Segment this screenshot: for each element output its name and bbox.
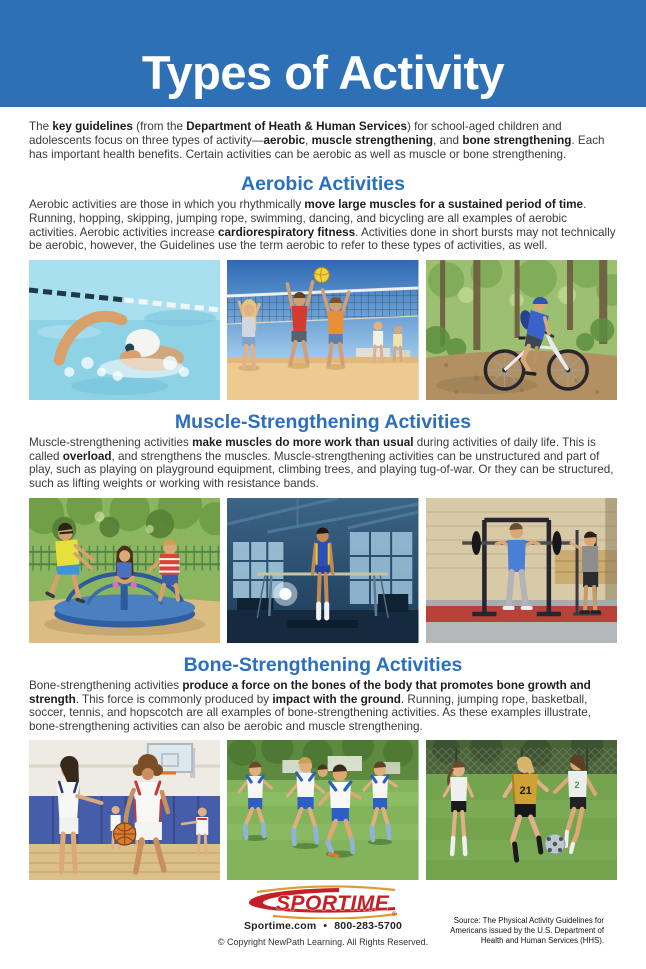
logo-wordmark: SPORTIME	[276, 892, 390, 916]
source-line-1: Source: The Physical Activity Guidelines for	[453, 916, 604, 926]
sportime-logo	[242, 885, 404, 919]
source-note	[450, 916, 604, 945]
jersey-number-2: 2	[574, 780, 580, 791]
poster-footer	[29, 880, 617, 966]
bullet-separator: •	[323, 920, 328, 933]
section-heading-aerobic: Aerobic Activities	[241, 173, 405, 195]
page-title: Types of Activity	[141, 46, 505, 99]
photo-girls-soccer	[426, 740, 617, 880]
photo-weight-lifting	[426, 498, 617, 643]
section-paragraph-muscle: Muscle-strengthening activities make muscles do more work than usual during activities of daily life. This is called overload, and strengthens the muscles. Muscle-strengthening activities can be unstructured and part of play, such as playing on playground equipment, climbing trees, and playing tug-of-war. Or they can be structured, such as lifting weights or working with resistance bands.	[29, 436, 614, 490]
section-heading-muscle: Muscle-Strengthening Activities	[174, 410, 472, 433]
section-paragraph-bone: Bone-strengthening activities produce a force on the bones of the body that promotes bone growth and strength. This force is commonly produced by impact with the ground. Running, jumping rope, basketball, soccer, tennis, and hopscotch are all examples of bone-strengthening activities. As these examples illustrate, bone-strengthening activities can also be aerobic and muscle strengthening.	[29, 678, 591, 733]
photo-row-bone	[29, 740, 617, 880]
source-line-2: Americans issued by the U.S. Department of	[450, 926, 604, 936]
jersey-number-21: 21	[519, 785, 532, 798]
photo-gymnastics-bar	[227, 498, 418, 643]
section-heading-bone: Bone-Strengthening Activities	[183, 653, 463, 676]
photo-row-muscle	[29, 498, 617, 643]
poster-body	[0, 120, 646, 966]
section-paragraph-aerobic: Aerobic activities are those in which you rhythmically move large muscles for a sustained period of time. Running, hopping, skipping, jumping rope, swimming, dancing, and bicycling are all examples of aerobic activities. Aerobic activities increase cardiorespiratory fitness. Activities done in short bursts may not technically be aerobic, however, the Guidelines use the term aerobic to refer to these types of activities, as well.	[29, 198, 616, 253]
photo-swimming	[29, 260, 220, 400]
intro-paragraph: The key guidelines (from the Department of Heath & Human Services) for school-aged children and adolescents focus on three types of activity—aerobic, muscle strengthening, and bone strengthening. Each has important health benefits. Certain activities can be aerobic as well as muscle or bone strengthening.	[29, 120, 605, 161]
section-aerobic	[29, 173, 617, 400]
section-bone	[29, 654, 617, 881]
website-text: Sportime.com	[243, 920, 317, 933]
photo-basketball	[29, 740, 220, 880]
poster-header	[0, 0, 646, 107]
photo-boys-soccer	[227, 740, 418, 880]
registered-mark: ®	[392, 912, 397, 919]
section-muscle	[29, 411, 617, 643]
phone-number: 800-283-5700	[334, 920, 403, 933]
photo-mountain-biking	[426, 260, 617, 400]
copyright-text: © Copyright NewPath Learning. All Rights Reserved.	[217, 937, 429, 948]
photo-beach-volleyball	[227, 260, 418, 400]
photo-row-aerobic	[29, 260, 617, 400]
photo-playground-merry-go-round	[29, 498, 220, 643]
source-line-3: Health and Human Services (HHS).	[480, 935, 604, 945]
